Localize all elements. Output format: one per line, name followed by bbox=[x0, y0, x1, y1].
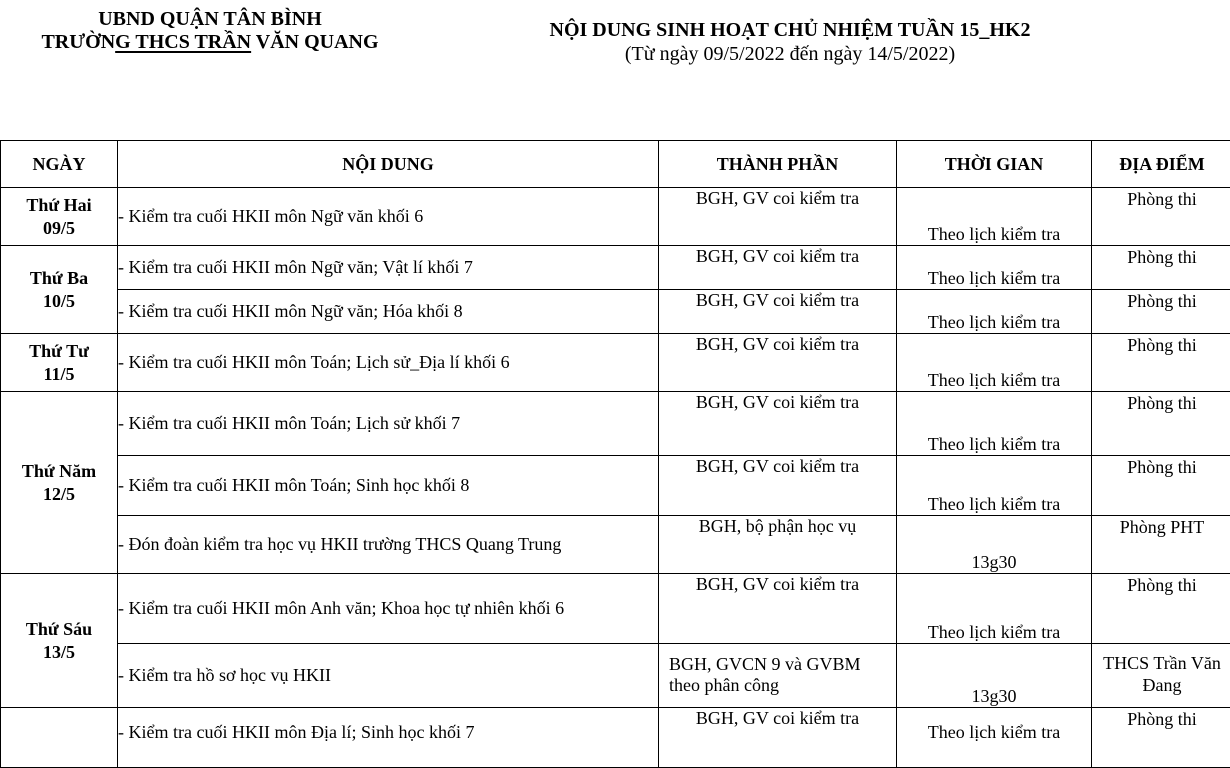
place-cell bbox=[1092, 644, 1230, 708]
content-cell: - Kiểm tra cuối HKII môn Địa lí; Sinh học khối 7 bbox=[118, 708, 659, 768]
time-cell: 13g30 bbox=[897, 516, 1092, 574]
table-row bbox=[1, 644, 1230, 708]
day-cell bbox=[1, 708, 118, 768]
time-cell: Theo lịch kiểm tra bbox=[897, 290, 1092, 334]
content-cell: - Kiểm tra cuối HKII môn Ngữ văn khối 6 bbox=[118, 188, 659, 246]
participants-cell bbox=[659, 644, 897, 708]
content-cell: - Kiểm tra cuối HKII môn Ngữ văn; Hóa khối 8 bbox=[118, 290, 659, 334]
table-row bbox=[1, 188, 1230, 246]
table-row bbox=[1, 290, 1230, 334]
time-cell: Theo lịch kiểm tra bbox=[897, 392, 1092, 456]
place-cell: Phòng thi bbox=[1092, 708, 1230, 768]
school-header bbox=[20, 8, 400, 54]
schedule-table bbox=[0, 140, 1230, 768]
day-cell bbox=[1, 246, 118, 334]
place-cell: Phòng thi bbox=[1092, 246, 1230, 290]
table-row bbox=[1, 708, 1230, 768]
participants-cell: BGH, GV coi kiểm tra bbox=[659, 290, 897, 334]
day-name: Thứ Tư bbox=[1, 340, 117, 363]
participants-cell: BGH, GV coi kiểm tra bbox=[659, 188, 897, 246]
school-name bbox=[20, 31, 400, 54]
table-row bbox=[1, 456, 1230, 516]
time-cell: Theo lịch kiểm tra bbox=[897, 708, 1092, 768]
table-row bbox=[1, 246, 1230, 290]
content-cell: - Kiểm tra cuối HKII môn Ngữ văn; Vật lí khối 7 bbox=[118, 246, 659, 290]
table-row bbox=[1, 516, 1230, 574]
header-time: THỜI GIAN bbox=[897, 141, 1092, 188]
day-date: 12/5 bbox=[1, 483, 117, 506]
day-date: 11/5 bbox=[1, 363, 117, 386]
time-cell: 13g30 bbox=[897, 644, 1092, 708]
time-cell: Theo lịch kiểm tra bbox=[897, 334, 1092, 392]
participants-cell: BGH, GV coi kiểm tra bbox=[659, 246, 897, 290]
document-title: NỘI DUNG SINH HOẠT CHỦ NHIỆM TUẦN 15_HK2 bbox=[470, 18, 1110, 42]
header-participants: THÀNH PHẦN bbox=[659, 141, 897, 188]
day-date: 09/5 bbox=[1, 217, 117, 240]
participants-line: theo phân công bbox=[669, 675, 896, 696]
document-date-range: (Từ ngày 09/5/2022 đến ngày 14/5/2022) bbox=[470, 42, 1110, 66]
time-cell: Theo lịch kiểm tra bbox=[897, 188, 1092, 246]
table-row bbox=[1, 334, 1230, 392]
place-cell: Phòng thi bbox=[1092, 334, 1230, 392]
participants-cell: BGH, GV coi kiểm tra bbox=[659, 334, 897, 392]
header-day: NGÀY bbox=[1, 141, 118, 188]
day-date: 13/5 bbox=[1, 641, 117, 664]
place-cell: Phòng thi bbox=[1092, 392, 1230, 456]
header-content: NỘI DUNG bbox=[118, 141, 659, 188]
place-cell: Phòng thi bbox=[1092, 188, 1230, 246]
day-cell bbox=[1, 188, 118, 246]
school-name-part: VĂN QUANG bbox=[251, 31, 378, 53]
day-cell bbox=[1, 574, 118, 708]
day-name: Thứ Sáu bbox=[1, 618, 117, 641]
content-cell: - Kiểm tra cuối HKII môn Anh văn; Khoa học tự nhiên khối 6 bbox=[118, 574, 659, 644]
content-cell: - Kiểm tra cuối HKII môn Toán; Lịch sử_Địa lí khối 6 bbox=[118, 334, 659, 392]
table-row bbox=[1, 392, 1230, 456]
participants-cell: BGH, GV coi kiểm tra bbox=[659, 456, 897, 516]
participants-cell: BGH, GV coi kiểm tra bbox=[659, 708, 897, 768]
participants-line: BGH, GVCN 9 và GVBM bbox=[669, 654, 896, 675]
table-header-row bbox=[1, 141, 1230, 188]
time-cell: Theo lịch kiểm tra bbox=[897, 456, 1092, 516]
participants-cell: BGH, bộ phận học vụ bbox=[659, 516, 897, 574]
content-cell: - Kiểm tra cuối HKII môn Toán; Sinh học khối 8 bbox=[118, 456, 659, 516]
document-heading bbox=[470, 18, 1110, 66]
time-cell: Theo lịch kiểm tra bbox=[897, 246, 1092, 290]
place-line: THCS Trần Văn bbox=[1092, 652, 1230, 674]
participants-cell: BGH, GV coi kiểm tra bbox=[659, 392, 897, 456]
school-name-underlined: G THCS TRẦN bbox=[115, 31, 251, 53]
day-cell bbox=[1, 334, 118, 392]
content-cell: - Kiểm tra cuối HKII môn Toán; Lịch sử khối 7 bbox=[118, 392, 659, 456]
school-name-part: TRƯỜN bbox=[41, 31, 115, 53]
day-date: 10/5 bbox=[1, 290, 117, 313]
table-row bbox=[1, 574, 1230, 644]
day-cell bbox=[1, 392, 118, 574]
content-cell: - Đón đoàn kiểm tra học vụ HKII trường THCS Quang Trung bbox=[118, 516, 659, 574]
place-cell: Phòng thi bbox=[1092, 290, 1230, 334]
day-name: Thứ Ba bbox=[1, 267, 117, 290]
place-cell: Phòng PHT bbox=[1092, 516, 1230, 574]
participants-cell: BGH, GV coi kiểm tra bbox=[659, 574, 897, 644]
time-cell: Theo lịch kiểm tra bbox=[897, 574, 1092, 644]
content-cell: - Kiểm tra hồ sơ học vụ HKII bbox=[118, 644, 659, 708]
place-line: Đang bbox=[1092, 674, 1230, 696]
district-name: UBND QUẬN TÂN BÌNH bbox=[20, 8, 400, 31]
place-cell: Phòng thi bbox=[1092, 574, 1230, 644]
day-name: Thứ Năm bbox=[1, 460, 117, 483]
place-cell: Phòng thi bbox=[1092, 456, 1230, 516]
day-name: Thứ Hai bbox=[1, 194, 117, 217]
header-place: ĐỊA ĐIỂM bbox=[1092, 141, 1230, 188]
